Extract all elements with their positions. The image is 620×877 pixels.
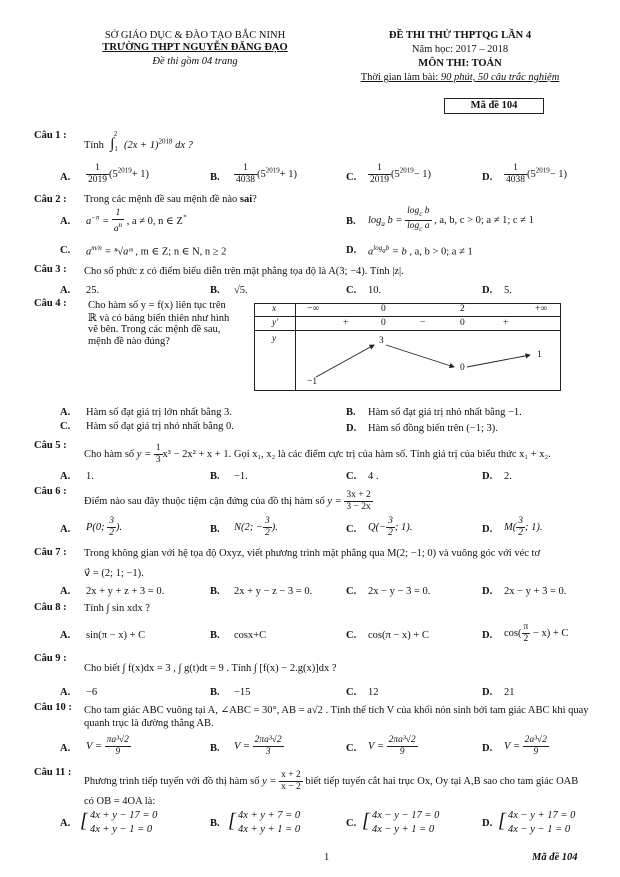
exam-title: ĐỀ THI THỬ THPTQG LẦN 4 [388,30,532,41]
q2-option-b[interactable]: $\log_a b$ = $\frac{\log_c b}{\log_c a}$ , a, b, c > 0; a ≠ 1; c ≠ 1 [368,206,534,233]
q6-option-a[interactable]: P(0; $\frac{3}{2}$ ). [86,516,123,538]
vt-sign-zero-2: 0 [460,318,465,328]
q5-text: Cho hàm số y = $\frac{1}{3}$ x³ − 2x² + x + 1. Gọi x₁, x₂ là các điểm cực trị của hàm số. Tính giá trị của biểu thức x₁ + x₂. [84,443,551,465]
q5-option-d-label[interactable]: D. [482,471,493,482]
page-count: Đề thi gồm 04 trang [152,56,238,67]
q1-option-d-label[interactable]: D. [482,172,493,183]
q10-text-line-1: Cho tam giác ABC vuông tại A, ∠ABC = 30°, AB = a√2 . Tính thể tích V của khối nón sinh bởi tam giác ABC khi quay [84,705,589,716]
q8-text: Tính ∫ sin xdx ? [84,603,150,614]
q11-text-line-1: Phương trình tiếp tuyến với đồ thị hàm số y = $\frac{x + 2}{x - 2}$ biết tiếp tuyến cắt hai trục Ox, Oy tại A,B sao cho tam giác OAB [84,770,579,792]
q11-option-c-label[interactable]: C. [346,818,357,829]
q6-option-c-label[interactable]: C. [346,524,357,535]
q11-option-c-bracket: [ [362,810,370,832]
exam-code-box: Mã đề 104 [444,98,544,114]
q4-text-line-3: vẽ bên. Trong các mệnh đề sau, [88,324,221,335]
q2-text: Trong các mệnh đề sau mệnh đề nào sai? [84,194,257,205]
q11-option-a-eq1[interactable]: 4x + y − 17 = 0 [90,810,158,821]
q4-option-d-label[interactable]: D. [346,423,357,434]
vt-x-pinf: +∞ [535,304,548,314]
time-info: Thời gian làm bài: 90 phút, 50 câu trắc nghiệm [360,72,560,83]
q10-option-a[interactable]: V = $\frac{\text{πa³√2}}{9}$ [86,735,129,757]
q3-option-c-label[interactable]: C. [346,285,357,296]
q9-option-d[interactable]: 21 [504,687,515,698]
q10-option-b-label[interactable]: B. [210,743,220,754]
q10-text-line-2: quanh trục là đường thẳng AB. [84,718,214,729]
q11-option-c-eq2[interactable]: 4x − y + 1 = 0 [372,824,435,835]
q4-option-c[interactable]: Hàm số đạt giá trị nhỏ nhất bằng 0. [86,421,234,432]
q9-option-a[interactable]: −6 [86,687,98,698]
q9-text: Cho biết ∫ f(x)dx = 3 , ∫ g(t)dt = 9 . Tính ∫ [f(x) − 2.g(x)]dx ? [84,663,337,674]
q8-option-c[interactable]: cos(π − x) + C [368,630,429,641]
q9-option-b-label[interactable]: B. [210,687,220,698]
q3-option-c[interactable]: 10. [368,285,382,296]
q8-label: Câu 8 : [34,602,67,613]
footer-exam-code: Mã đề 104 [532,852,578,863]
vt-sign-minus: − [420,318,426,328]
vt-sign-zero-1: 0 [381,318,386,328]
q9-option-d-label[interactable]: D. [482,687,493,698]
q7-option-c[interactable]: 2x − y − 3 = 0. [368,586,431,597]
q7-option-d[interactable]: 2x − y + 3 = 0. [504,586,567,597]
q4-option-a[interactable]: Hàm số đạt giá trị lớn nhất bằng 3. [86,407,232,418]
q2-option-a[interactable]: $a^{-n}$ = $\frac{1}{a^n}$ , a ≠ 0, n ∈ Z* [86,208,187,235]
q11-option-b-bracket: [ [228,810,236,832]
q3-option-b-label[interactable]: B. [210,285,220,296]
q7-option-a[interactable]: 2x + y + z + 3 = 0. [86,586,165,597]
vt-y-value-minus1: −1 [307,377,318,387]
q4-option-a-label[interactable]: A. [60,407,71,418]
q7-option-b[interactable]: 2x + y − z − 3 = 0. [234,586,313,597]
q9-option-c-label[interactable]: C. [346,687,357,698]
q2-label: Câu 2 : [34,194,67,205]
q1-option-b[interactable]: $\frac{1}{4038}$ $(5^{2019}+ 1)$ [236,163,298,185]
q11-option-d-bracket: [ [498,810,506,832]
q10-option-d[interactable]: V = $\frac{\text{2a³√2}}{9}$ [504,735,547,757]
q11-label: Câu 11 : [34,767,72,778]
q8-option-b-label[interactable]: B. [210,630,220,641]
q10-label: Câu 10 : [34,702,72,713]
q7-option-c-label[interactable]: C. [346,586,357,597]
school-year: Năm học: 2017 – 2018 [411,44,509,55]
q8-option-d-label[interactable]: D. [482,630,493,641]
subject-title: MÔN THI: TOÁN [418,58,502,69]
q7-text-line-2: v⃗ = (2; 1; −1). [84,568,144,579]
q6-option-d-label[interactable]: D. [482,524,493,535]
q5-option-b[interactable]: −1. [234,471,248,482]
q6-text: Điểm nào sau đây thuộc tiệm cận đứng của đồ thị hàm số y = $\frac{3x + 2}{3 - 2x}$ [84,490,371,512]
q1-option-b-label[interactable]: B. [210,172,220,183]
q5-option-d[interactable]: 2. [504,471,512,482]
q7-text-line-1: Trong không gian với hệ tọa độ Oxyz, viết phương trình mặt phẳng qua M(2; −1; 0) và vuông góc với véc tơ [84,548,540,559]
q8-option-a[interactable]: sin(π − x) + C [86,630,146,641]
q2-option-d[interactable]: $a^{log_ab} = b$ , a, b > 0; a ≠ 1 [368,244,473,258]
vt-x-zero: 0 [381,304,386,314]
q1-option-a-label[interactable]: A. [60,172,71,183]
q6-option-b[interactable]: N(2; − $\frac{3}{2}$ ). [234,516,278,538]
dept-name: SỞ GIÁO DỤC & ĐÀO TẠO BẮC NINH [104,30,286,41]
q11-option-c-eq1[interactable]: 4x − y − 17 = 0 [372,810,440,821]
q4-option-b[interactable]: Hàm số đạt giá trị nhỏ nhất bằng −1. [368,407,522,418]
q1-option-c-label[interactable]: C. [346,172,357,183]
q8-option-b[interactable]: cosx+C [234,630,267,641]
school-name: TRƯỜNG THPT NGUYỄN ĐĂNG ĐẠO [102,42,288,53]
q2-option-c-label[interactable]: C. [60,245,71,256]
q8-option-d[interactable]: cos( $\frac{\pi}{2}$ − x) + C [504,622,569,644]
q4-option-d[interactable]: Hàm số đồng biến trên (−1; 3). [368,423,498,434]
vt-y-label: y [272,334,277,344]
q1-option-d[interactable]: $\frac{1}{4038}$ $(5^{2019}- 1)$ [506,163,568,185]
q1-text: Tính $\int_1^2$ $(2x + 1)^{2018}$ dx ? [84,129,193,154]
q7-option-d-label[interactable]: D. [482,586,493,597]
q4-option-b-label[interactable]: B. [346,407,356,418]
q2-option-a-label[interactable]: A. [60,216,71,227]
arrow-increasing-1 [316,345,374,377]
q4-text-line-1: Cho hàm số y = f(x) liên tục trên [88,300,226,311]
q6-option-b-label[interactable]: B. [210,524,220,535]
q4-label: Câu 4 : [34,298,67,309]
q3-option-d[interactable]: 5. [504,285,512,296]
page-number: 1 [324,852,330,863]
q11-option-d-label[interactable]: D. [482,818,493,829]
q3-label: Câu 3 : [34,264,67,275]
q10-option-a-label[interactable]: A. [60,743,71,754]
q11-option-b-label[interactable]: B. [210,818,220,829]
q11-option-d-eq2[interactable]: 4x − y − 1 = 0 [508,824,571,835]
q10-option-c[interactable]: V = $\frac{\text{2πa³√2}}{9}$ [368,735,416,757]
q8-option-c-label[interactable]: C. [346,630,357,641]
q6-option-d[interactable]: M( $\frac{3}{2}$ ; 1). [504,516,543,538]
q4-option-c-label[interactable]: C. [60,421,71,432]
vt-x-label: x [272,304,277,314]
q10-option-d-label[interactable]: D. [482,743,493,754]
arrow-increasing-2 [467,355,530,367]
q7-option-b-label[interactable]: B. [210,586,220,597]
q9-label: Câu 9 : [34,653,67,664]
q1-option-c[interactable]: $\frac{1}{2019}$ $(5^{2019}- 1)$ [370,163,432,185]
q3-text: Cho số phức z có điểm biểu diễn trên mặt phẳng tọa độ là A(3; −4). Tính |z|. [84,266,404,277]
vt-x-two: 2 [460,304,465,314]
q5-option-b-label[interactable]: B. [210,471,220,482]
q2-option-d-label[interactable]: D. [346,245,357,256]
q3-option-a-label[interactable]: A. [60,285,71,296]
q5-option-a[interactable]: 1. [86,471,94,482]
q11-option-b-eq1[interactable]: 4x + y + 7 = 0 [238,810,301,821]
vt-y-value-0: 0 [460,363,465,373]
q1-option-a[interactable]: $\frac{1}{2019}$ $(5^{2019}+ 1)$ [88,163,150,185]
q3-option-b[interactable]: √5. [234,285,248,296]
variation-arrows [254,303,559,389]
q5-option-a-label[interactable]: A. [60,471,71,482]
q9-option-b[interactable]: −15 [234,687,251,698]
q11-option-a-bracket: [ [80,810,88,832]
q4-text-line-2: ℝ và có bảng biến thiên như hình [88,313,230,324]
q10-option-b[interactable]: V = $\frac{\text{2πa³√2}}{3}$ [234,735,282,757]
q3-option-a[interactable]: 25. [86,285,100,296]
q6-label: Câu 6 : [34,486,67,497]
q5-option-c[interactable]: 4 . [368,471,379,482]
vt-y-value-1: 1 [537,350,542,360]
arrow-decreasing [386,345,454,367]
q11-option-d-eq1[interactable]: 4x − y + 17 = 0 [508,810,576,821]
q11-option-a-eq2[interactable]: 4x + y − 1 = 0 [90,824,153,835]
q5-label: Câu 5 : [34,440,67,451]
q8-option-a-label[interactable]: A. [60,630,71,641]
q11-option-a-label[interactable]: A. [60,818,71,829]
vt-sign-plus-2: + [503,318,509,328]
vt-y-value-3: 3 [379,336,384,346]
q2-option-c[interactable]: $a^{m/n}$ = ⁿ√aᵐ , m ∈ Z; n ∈ N, n ≥ 2 [86,244,227,258]
q7-option-a-label[interactable]: A. [60,586,71,597]
vt-yprime-label: y' [272,318,279,328]
q5-option-c-label[interactable]: C. [346,471,357,482]
q3-option-d-label[interactable]: D. [482,285,493,296]
q11-text-line-2: có OB = 4OA là: [84,796,156,807]
q9-option-a-label[interactable]: A. [60,687,71,698]
q6-option-c[interactable]: Q(− $\frac{3}{2}$ ; 1). [368,516,413,538]
q7-label: Câu 7 : [34,547,67,558]
q4-text-line-4: mệnh đề nào đúng? [88,336,170,347]
q2-option-b-label[interactable]: B. [346,216,356,227]
q10-option-c-label[interactable]: C. [346,743,357,754]
vt-sign-plus-1: + [343,318,349,328]
q6-option-a-label[interactable]: A. [60,524,71,535]
q9-option-c[interactable]: 12 [368,687,379,698]
q11-option-b-eq2[interactable]: 4x + y + 1 = 0 [238,824,301,835]
q1-label: Câu 1 : [34,130,67,141]
vt-x-minf: −∞ [307,304,320,314]
